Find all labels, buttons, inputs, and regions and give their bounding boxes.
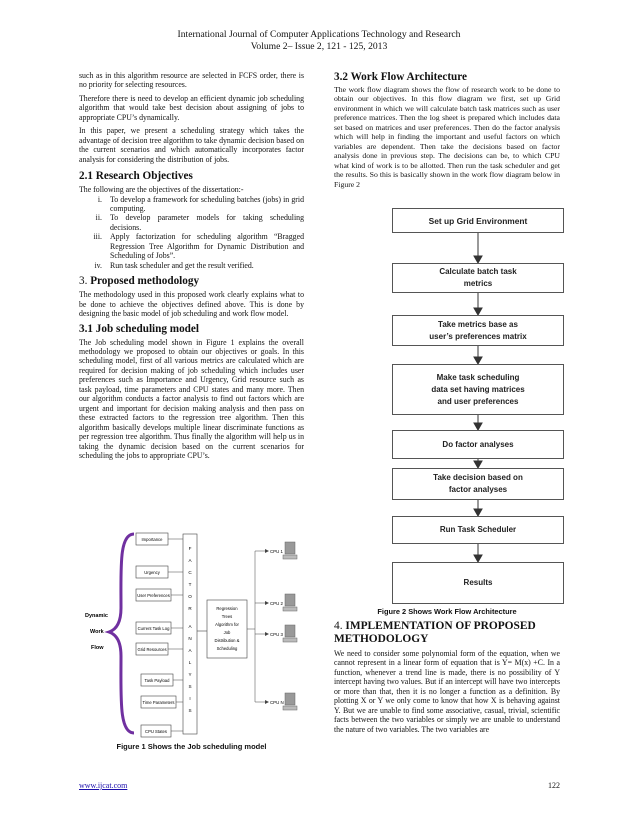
svg-text:T: T [188, 582, 192, 587]
flow-step-calculate-metrics: Calculate batch task metrics [392, 263, 564, 293]
svg-text:Y: Y [188, 672, 192, 677]
section-heading-job-scheduling-model: 3.1 Job scheduling model [79, 322, 199, 335]
svg-text:CPU 2: CPU 2 [270, 601, 283, 606]
figure-2-work-flow [392, 208, 564, 606]
svg-text:A: A [188, 558, 192, 563]
svg-text:R: R [188, 606, 192, 611]
param-box-time-parameters [141, 696, 176, 708]
section-heading-work-flow-architecture: 3.2 Work Flow Architecture [334, 71, 467, 83]
paragraph: The work flow diagram shows the flow of research work to be done to obtain our objectives. In this flow diagram we first, set up Grid environment in which we will calculate batch task matrices such as user preference matrices. Then the log sheet is prepared which includes data set based on matrices and user preferences. Then do the factor analysis which will help in finding the important and useful factors on which variables are dependent. Then take the decisions based on factor analysis done in previous step. The decisions can be, to which CPU what kind of work is to be allotted. Then run the task scheduler and get the results. So this is basically shown in the work flow diagram below in Figure 2 [334, 85, 560, 189]
svg-text:CPU States: CPU States [145, 729, 167, 734]
svg-text:L: L [188, 660, 192, 665]
svg-text:CPU N: CPU N [270, 700, 284, 705]
paragraph: such as in this algorithm resource are selected in FCFS order, there is no priority for selecting resources. [79, 71, 304, 90]
svg-text:User Preferences: User Preferences [137, 593, 170, 598]
list-item: ii. To develop parameter models for taking scheduling decisions. [95, 213, 304, 232]
journal-header [0, 29, 638, 53]
param-box-task-payload [141, 674, 173, 686]
computer-icon [283, 693, 297, 710]
right-column [334, 71, 560, 193]
journal-header-volume: Volume 2– Issue 2, 121 - 125, 2013 [250, 41, 388, 52]
svg-text:Algorithm for: Algorithm for [215, 622, 239, 627]
computer-icon [283, 625, 297, 642]
svg-text:O: O [188, 594, 192, 599]
svg-text:Scheduling: Scheduling [216, 646, 238, 651]
svg-text:CPU 3: CPU 3 [270, 632, 283, 637]
flow-step-results: Results [392, 562, 564, 604]
curly-brace [109, 534, 134, 733]
svg-text:Grid Resources: Grid Resources [137, 647, 167, 652]
cpu-branch-lines [247, 551, 265, 702]
flow-step-setup-grid: Set up Grid Environment [392, 208, 564, 233]
side-label-work: Work [90, 629, 104, 635]
svg-text:C: C [188, 570, 192, 575]
svg-text:S: S [188, 708, 192, 713]
paragraph: We need to consider some polynomial form of the equation, when we cannot represent in a linear form of equation that is Y= M(x) +C. In a function, whenever a trend line is made, there is no possibility of Y intercept having two values. But if an intercept will have two intercepts or more than that, then it is no longer a function as a definition. By plotting X or Y we only come to know that how X is behaving against Y. But we are unable to find some associative, casual, trivial, scientific facts between the two variables or simply we are unable to understand the nature of two variables. The two variables are [334, 649, 560, 734]
svg-text:CPU 1: CPU 1 [270, 549, 283, 554]
journal-website-link[interactable]: www.ijcat.com [79, 781, 128, 790]
svg-text:Job: Job [223, 630, 231, 635]
svg-text:S: S [188, 684, 192, 689]
flow-step-preferences-matrix: Take metrics base as user’s preferences matrix [392, 315, 564, 346]
svg-text:Trees: Trees [221, 614, 233, 619]
computer-icon [283, 594, 297, 611]
svg-text:Urgency: Urgency [144, 570, 160, 575]
objectives-list [79, 195, 304, 271]
svg-text:Time Parameters: Time Parameters [142, 700, 175, 705]
svg-text:A: A [188, 624, 192, 629]
figure-1-diagram [79, 528, 304, 743]
list-item: i. To develop a framework for scheduling batches (jobs) in grid computing. [97, 194, 304, 213]
computer-icon [283, 542, 297, 559]
factor-analysis-column [183, 534, 197, 734]
journal-header-title: International Journal of Computer Applications Technology and Research [177, 29, 461, 40]
flow-step-take-decision: Take decision based on factor analyses [392, 468, 564, 500]
param-box-current-task-log [136, 622, 171, 634]
page-number: 122 [548, 781, 560, 790]
section-heading-proposed-methodology: 3. Proposed methodology [79, 275, 200, 288]
left-column [79, 71, 304, 464]
figure-1-job-scheduling-model [79, 528, 304, 758]
section-implementation [334, 620, 560, 734]
flow-step-make-dataset: Make task scheduling data set having matrices and user preferences [392, 364, 564, 415]
svg-text:N: N [188, 636, 192, 641]
param-box-grid-resources [136, 643, 168, 655]
figure-2-caption: Figure 2 Shows Work Flow Architecture [377, 607, 517, 616]
section-heading-research-objectives: 2.1 Research Objectives [79, 170, 193, 183]
svg-text:Current Task Log: Current Task Log [137, 626, 170, 631]
list-item: iii. Apply factorization for scheduling algorithm “Bragged Regression Tree Algorithm for Dynamic Distribution and Scheduling of Jobs”. [93, 232, 304, 261]
paragraph: The Job scheduling model shown in Figure 1 explains the overall methodology we proposed to obtain our objectives or goals. In this scheduling model, first of all various metrics are calculated which are required for decision making of job scheduling which includes user preferences such as Importance and Urgency, Grid resource such as task payload, time parameters and CPU states and many more. Then our algorithm conducts a factor analysis to find out factors which are urgent and important for decision making analysis and then pass on these extracted factors to the regression tree algorithm. Then this algorithm basically develops multiple linear discriminate functions as per regression tree algorithm. Thus finally the algorithm will help us in taking the dynamic decision based on the current scenarios for scheduling the jobs to appropriate CPU’s. [79, 337, 304, 460]
paragraph: The following are the objectives of the dissertation:- [79, 185, 244, 195]
regression-tree-box [207, 600, 247, 658]
svg-text:Task Payload: Task Payload [144, 678, 170, 683]
svg-text:F: F [188, 546, 192, 551]
list-item: iv. Run task scheduler and get the result verified. [94, 260, 254, 270]
param-box-urgency [136, 566, 168, 578]
flow-step-run-scheduler: Run Task Scheduler [392, 516, 564, 544]
cpu-labels [270, 549, 284, 705]
paragraph: The methodology used in this proposed work clearly explains what to be done to achieve the objectives defined above. This is done by designing the basic model of job scheduling and work flow model. [79, 290, 304, 319]
param-box-cpu-states [141, 725, 171, 737]
side-label-flow: Flow [91, 645, 104, 651]
svg-text:Importance: Importance [141, 537, 163, 542]
figure-1-caption: Figure 1 Shows the Job scheduling model [116, 742, 267, 751]
svg-text:Regression: Regression [216, 606, 238, 611]
section-heading-implementation: 4. IMPLEMENTATION OF PROPOSED METHODOLOGY [334, 620, 536, 645]
paragraph: In this paper, we present a scheduling strategy which takes the advantage of decision tree algorithm to take dynamic decision based on the current scenarios and which automatically incorporates factor analysis for considering the distribution of jobs. [79, 126, 304, 164]
svg-text:Distribution &: Distribution & [214, 638, 240, 643]
side-label-dynamic: Dynamic [85, 613, 108, 619]
param-box-importance [136, 533, 168, 545]
param-box-user-preferences [136, 589, 171, 601]
cpu-arrowheads [265, 549, 269, 704]
paragraph: Therefore there is need to develop an efficient dynamic job scheduling algorithm that would take best decision about assigning of jobs to appropriate CPU’s dynamically. [79, 93, 304, 122]
flow-step-factor-analyses: Do factor analyses [392, 430, 564, 459]
svg-text:A: A [188, 648, 192, 653]
svg-text:I: I [189, 696, 191, 701]
